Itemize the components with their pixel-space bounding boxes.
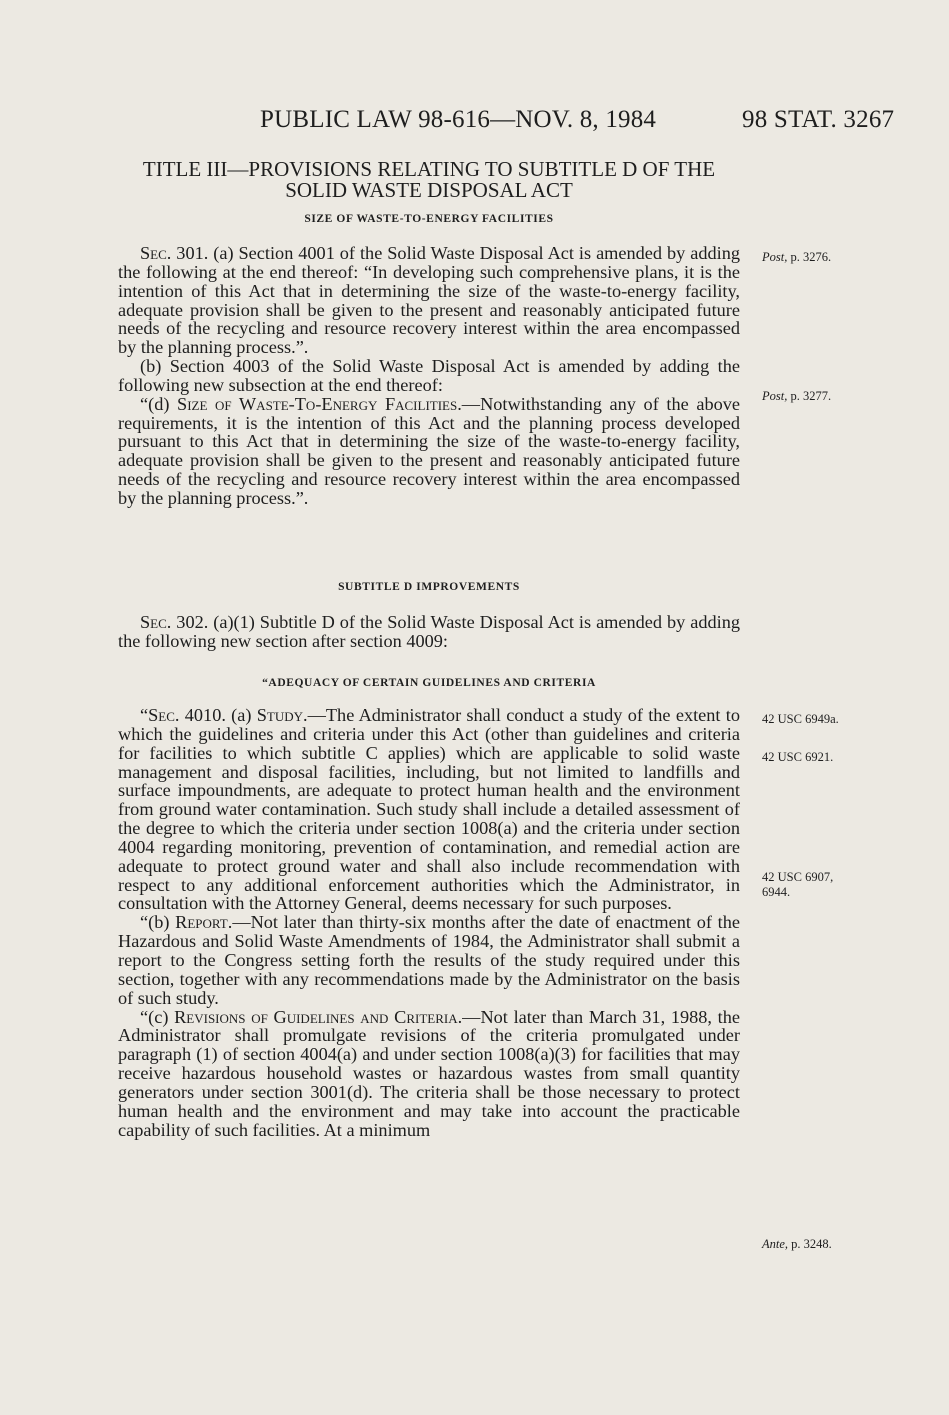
ante-page: p. 3248.	[788, 1237, 832, 1251]
margin-note-post-3277	[762, 389, 882, 404]
section-302-a-text: 302. (a)(1) Subtitle D of the Solid Waste Disposal Act is amended by adding the following new section after section 4009:	[118, 612, 740, 651]
stat-reference: 98 STAT. 3267	[742, 106, 895, 133]
sec-label: Sec.	[148, 705, 180, 725]
section-302-a	[118, 613, 740, 651]
title-line-2: SOLID WASTE DISPOSAL ACT	[285, 178, 573, 202]
title-line-1: TITLE III—PROVISIONS RELATING TO SUBTITLE D OF THE	[142, 157, 716, 181]
margin-note-usc-6949a: 42 USC 6949a.	[762, 712, 839, 726]
section-302-heading: SUBTITLE D IMPROVEMENTS	[338, 581, 520, 593]
section-4010-c	[118, 1008, 740, 1140]
section-4010-b-open: “(b)	[140, 912, 176, 933]
usc-6907-line-1: 42 USC 6907,	[762, 870, 834, 884]
section-4010-b	[118, 913, 740, 1007]
post-page: p. 3276.	[787, 250, 832, 264]
section-301-a	[118, 244, 740, 357]
usc-6907-line-2: 6944.	[762, 885, 791, 899]
section-301-heading: SIZE OF WASTE-TO-ENERGY FACILITIES	[304, 213, 554, 225]
section-4010-heading: “ADEQUACY OF CERTAIN GUIDELINES AND CRITERIA	[262, 677, 596, 689]
quote-open: “	[140, 705, 149, 725]
post-word: Post,	[762, 250, 788, 264]
subsection-d-text: —Notwithstanding any of the above requirements, it is the intention of this Act and the planning process developed pursuant to this Act that in determining the size of the waste-to-energy facility, adequate provision shall be given to the present and reasonably anticipated future needs of the recycling and resource recovery interest within the area encompassed by the planning process.”.	[118, 393, 740, 508]
study-caption: Study.	[256, 705, 308, 725]
section-4010-a	[118, 706, 740, 913]
section-302-body	[118, 613, 740, 651]
section-4010-c-text: —Not later than March 31, 1988, the Administrator shall promulgate revisions of the criteria promulgated under paragraph (1) of section 4004(a) and under section 1008(a)(3) for facilities that may receive hazardous household wastes or hazardous wastes from small quantity generators under section 3001(d). The criteria shall be those necessary to protect human health and the environment and may take into account the practicable capability of such facilities. At a minimum	[118, 1006, 740, 1140]
margin-note-usc-6921: 42 USC 6921.	[762, 750, 834, 764]
section-301-a-text: 301. (a) Section 4001 of the Solid Waste Disposal Act is amended by adding the following at the end thereof: “In developing such comprehensive plans, it is the intention of this Act that in determining the size of the waste-to-energy facility, adequate provision shall be given to the present and reasonably anticipated future needs of the recycling and resource recovery interest within the area encompassed by the planning process.”.	[118, 243, 740, 358]
margin-note-ante-3248	[762, 1237, 882, 1252]
section-301-body	[118, 244, 740, 508]
subsection-d	[118, 395, 740, 508]
revisions-caption: Revisions of Guidelines and Criteria.	[174, 1006, 463, 1027]
report-caption: Report.	[175, 912, 233, 933]
section-4010-a-mid: 4010. (a)	[179, 705, 257, 725]
section-4010-a-text: —The Administrator shall conduct a study of the extent to which the guidelines and criteria under this Act (other than guidelines and criteria for facilities to which subtitle C applies) which are applicable to solid waste management and disposal facilities, including, but not limited to landfills and surface impoundments, are adequate to protect human health and the environment from ground water contamination. Such study shall include a detailed assessment of the degree to which the criteria under section 1008(a) and the criteria under section 4004 regarding monitoring, prevention of contamination, and remedial action are adequate to protect ground water and shall also include recommendation with respect to any additional enforcement authorities which the Administrator, in consultation with the Attorney General, deems necessary for such purposes.	[118, 705, 740, 914]
post-word: Post,	[762, 389, 788, 403]
margin-note-usc-6907	[762, 870, 882, 900]
section-301-b: (b) Section 4003 of the Solid Waste Disposal Act is amended by adding the following new subsection at the end thereof:	[118, 356, 740, 395]
post-page: p. 3277.	[787, 389, 832, 403]
ante-word: Ante,	[762, 1237, 789, 1251]
section-4010-body	[118, 706, 740, 1139]
section-4010-b-text: —Not later than thirty-six months after the date of enactment of the Hazardous and Solid Waste Amendments of 1984, the Administrator shall submit a report to the Congress setting forth the results of the study required under this section, together with any recommendations made by the Administrator on the basis of such study.	[118, 912, 740, 1008]
subsection-d-open: “(d)	[140, 393, 178, 414]
sec-label: Sec.	[140, 243, 172, 263]
subsection-d-caption: Size of Waste-To-Energy Facilities.	[177, 393, 462, 414]
running-title: PUBLIC LAW 98-616—NOV. 8, 1984	[260, 106, 657, 133]
margin-note-post-3276	[762, 250, 882, 265]
sec-label: Sec.	[140, 612, 172, 632]
section-4010-c-open: “(c)	[140, 1006, 175, 1027]
